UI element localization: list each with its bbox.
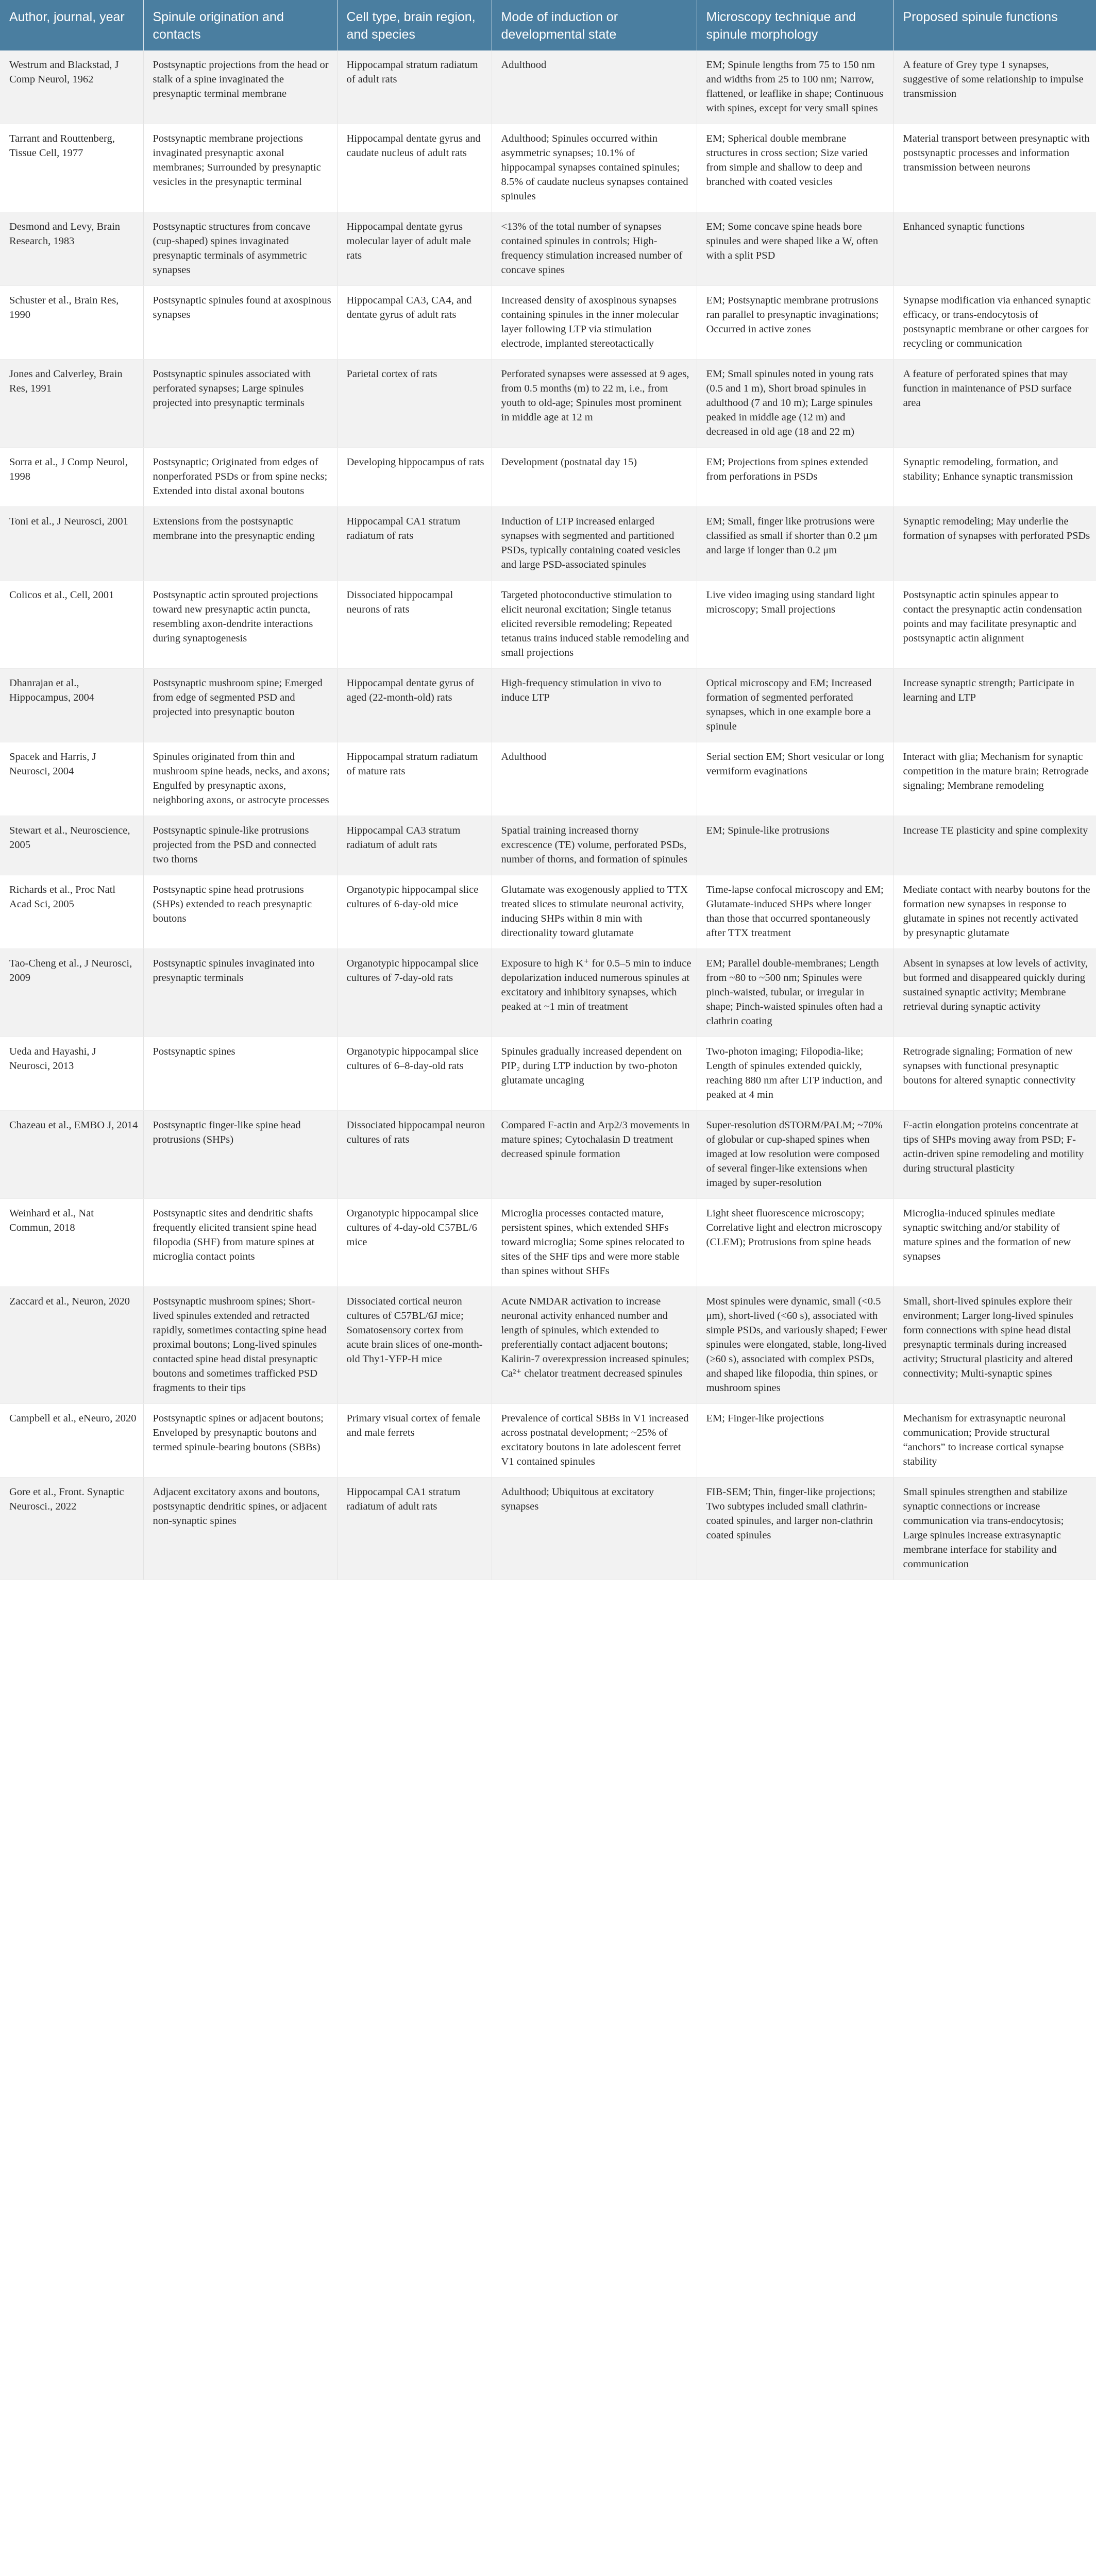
cell-cell-type: Hippocampal CA3 stratum radiatum of adult rats [337, 816, 492, 875]
cell-induction: Glutamate was exogenously applied to TTX treated slices to stimulate neuronal activity, inducing SHPs within 8 min with directionality toward glutamate [492, 875, 697, 949]
cell-author: Spacek and Harris, J Neurosci, 2004 [0, 742, 143, 816]
cell-induction: Spatial training increased thorny excrescence (TE) volume, perforated PSDs, number of thorns, and formation of spinules [492, 816, 697, 875]
cell-induction: Acute NMDAR activation to increase neuronal activity enhanced number and length of spinules, which extended to preferentially contact adjacent boutons; Kalirin-7 overexpression increased spinules; Ca²⁺ chelator treatment decreased spinules [492, 1287, 697, 1404]
table-row [0, 212, 1096, 286]
cell-cell-type: Hippocampal dentate gyrus and caudate nucleus of adult rats [337, 124, 492, 212]
cell-cell-type: Hippocampal dentate gyrus of aged (22-month-old) rats [337, 669, 492, 742]
cell-author: Tarrant and Routtenberg, Tissue Cell, 1977 [0, 124, 143, 212]
header-origination: Spinule origination and contacts [143, 0, 337, 50]
cell-origination: Postsynaptic spine head protrusions (SHPs) extended to reach presynaptic boutons [143, 875, 337, 949]
cell-microscopy: EM; Spinule-like protrusions [697, 816, 893, 875]
cell-functions: Mechanism for extrasynaptic neuronal communication; Provide structural “anchors” to increase cortical synapse stability [893, 1404, 1096, 1478]
cell-cell-type: Hippocampal CA1 stratum radiatum of adult rats [337, 1478, 492, 1580]
cell-author: Chazeau et al., EMBO J, 2014 [0, 1111, 143, 1199]
cell-microscopy: EM; Small, finger like protrusions were classified as small if shorter than 0.2 μm and large if longer than 0.2 μm [697, 507, 893, 581]
cell-functions: A feature of Grey type 1 synapses, suggestive of some relationship to impulse transmission [893, 50, 1096, 124]
header-cell-type: Cell type, brain region, and species [337, 0, 492, 50]
cell-induction: Prevalence of cortical SBBs in V1 increased across postnatal development; ~25% of excitatory boutons in late adolescent ferret V1 contained spinules [492, 1404, 697, 1478]
cell-induction: Increased density of axospinous synapses containing spinules in the inner molecular layer following LTP via stimulation electrode, implanted stereotactically [492, 286, 697, 360]
cell-origination: Postsynaptic sites and dendritic shafts frequently elicited transient spine head filopodia (SHF) from mature spines at microglia contact points [143, 1199, 337, 1287]
cell-origination: Postsynaptic actin sprouted projections toward new presynaptic actin puncta, resembling axon-dendrite interactions during synaptogenesis [143, 581, 337, 669]
cell-origination: Postsynaptic spines or adjacent boutons; Enveloped by presynaptic boutons and termed spinule-bearing boutons (SBBs) [143, 1404, 337, 1478]
cell-author: Schuster et al., Brain Res, 1990 [0, 286, 143, 360]
cell-author: Colicos et al., Cell, 2001 [0, 581, 143, 669]
cell-microscopy: EM; Projections from spines extended from perforations in PSDs [697, 448, 893, 507]
cell-microscopy: EM; Parallel double-membranes; Length from ~80 to ~500 nm; Spinules were pinch-waisted, tubular, or irregular in shape; Pinch-waisted spinules often had a clathrin coating [697, 949, 893, 1037]
header-functions: Proposed spinule functions [893, 0, 1096, 50]
cell-cell-type: Developing hippocampus of rats [337, 448, 492, 507]
cell-induction: Adulthood; Spinules occurred within asymmetric synapses; 10.1% of hippocampal synapses contained spinules; 8.5% of caudate nucleus synapses contained spinules [492, 124, 697, 212]
header-induction: Mode of induction or developmental state [492, 0, 697, 50]
cell-functions: F-actin elongation proteins concentrate at tips of SHPs moving away from PSD; F-actin-driven spine remodeling and motility during structural plasticity [893, 1111, 1096, 1199]
cell-induction: <13% of the total number of synapses contained spinules in controls; High-frequency stimulation increased number of concave spines [492, 212, 697, 286]
cell-origination: Postsynaptic structures from concave (cup-shaped) spines invaginated presynaptic terminals of asymmetric synapses [143, 212, 337, 286]
cell-author: Toni et al., J Neurosci, 2001 [0, 507, 143, 581]
cell-author: Westrum and Blackstad, J Comp Neurol, 1962 [0, 50, 143, 124]
cell-origination: Postsynaptic membrane projections invaginated presynaptic axonal membranes; Surrounded by presynaptic vesicles in the presynaptic terminal [143, 124, 337, 212]
cell-induction: Microglia processes contacted mature, persistent spines, which extended SHFs toward microglia; Some spines relocated to sites of the SHF tips and were more stable than spines without SHFs [492, 1199, 697, 1287]
cell-microscopy: EM; Spherical double membrane structures in cross section; Size varied from simple and shallow to deep and branched with coated vesicles [697, 124, 893, 212]
cell-functions: Synaptic remodeling, formation, and stability; Enhance synaptic transmission [893, 448, 1096, 507]
table-row [0, 286, 1096, 360]
cell-origination: Postsynaptic mushroom spine; Emerged from edge of segmented PSD and projected into presynaptic bouton [143, 669, 337, 742]
table-row [0, 1111, 1096, 1199]
cell-origination: Spinules originated from thin and mushroom spine heads, necks, and axons; Engulfed by presynaptic axons, neighboring axons, or astrocyte processes [143, 742, 337, 816]
table-row [0, 1404, 1096, 1478]
cell-functions: Increase TE plasticity and spine complexity [893, 816, 1096, 875]
header-row [0, 0, 1096, 50]
cell-induction: Adulthood [492, 742, 697, 816]
cell-induction: Exposure to high K⁺ for 0.5–5 min to induce depolarization induced numerous spinules at excitatory and inhibitory synapses, which peaked at ~1 min of treatment [492, 949, 697, 1037]
cell-functions: Microglia-induced spinules mediate synaptic switching and/or stability of mature spines and the formation of new synapses [893, 1199, 1096, 1287]
table-row [0, 360, 1096, 448]
cell-functions: Interact with glia; Mechanism for synaptic competition in the mature brain; Retrograde signaling; Membrane remodeling [893, 742, 1096, 816]
cell-microscopy: Optical microscopy and EM; Increased formation of segmented perforated synapses, which in one example bore a spinule [697, 669, 893, 742]
cell-functions: A feature of perforated spines that may function in maintenance of PSD surface area [893, 360, 1096, 448]
table-row [0, 1478, 1096, 1580]
cell-origination: Postsynaptic mushroom spines; Short-lived spinules extended and retracted rapidly, sometimes contacting spine head proximal boutons; Long-lived spinules contacted spine head distal presynaptic boutons and sometimes trafficked PSD fragments to their tips [143, 1287, 337, 1404]
table-row [0, 1287, 1096, 1404]
cell-author: Dhanrajan et al., Hippocampus, 2004 [0, 669, 143, 742]
cell-origination: Adjacent excitatory axons and boutons, postsynaptic dendritic spines, or adjacent non-synaptic spines [143, 1478, 337, 1580]
cell-functions: Synapse modification via enhanced synaptic efficacy, or trans-endocytosis of postsynaptic membrane or other cargoes for recycling or communication [893, 286, 1096, 360]
cell-origination: Postsynaptic; Originated from edges of nonperforated PSDs or from spine necks; Extended into distal axonal boutons [143, 448, 337, 507]
cell-microscopy: Most spinules were dynamic, small (<0.5 μm), short-lived (<60 s), associated with simple PSDs, and variously shaped; Fewer spinules were elongated, stable, long-lived (≥60 s), associated with complex PSDs, and shaped like filopodia, thin spines, or mushroom spines [697, 1287, 893, 1404]
cell-induction: High-frequency stimulation in vivo to induce LTP [492, 669, 697, 742]
table-row [0, 124, 1096, 212]
cell-induction: Development (postnatal day 15) [492, 448, 697, 507]
cell-microscopy: EM; Finger-like projections [697, 1404, 893, 1478]
cell-functions: Material transport between presynaptic with postsynaptic processes and information transmission between neurons [893, 124, 1096, 212]
table-row [0, 949, 1096, 1037]
table-body [0, 50, 1096, 1580]
cell-author: Weinhard et al., Nat Commun, 2018 [0, 1199, 143, 1287]
cell-origination: Postsynaptic spinules associated with perforated synapses; Large spinules projected into presynaptic terminals [143, 360, 337, 448]
cell-induction: Targeted photoconductive stimulation to elicit neuronal excitation; Single tetanus elicited reversible remodeling; Repeated tetanus trains induced stable remodeling and small projections [492, 581, 697, 669]
cell-cell-type: Hippocampal CA3, CA4, and dentate gyrus of adult rats [337, 286, 492, 360]
cell-microscopy: Light sheet fluorescence microscopy; Correlative light and electron microscopy (CLEM); Protrusions from spine heads [697, 1199, 893, 1287]
cell-author: Zaccard et al., Neuron, 2020 [0, 1287, 143, 1404]
cell-induction: Compared F-actin and Arp2/3 movements in mature spines; Cytochalasin D treatment decreased spinule formation [492, 1111, 697, 1199]
cell-microscopy: EM; Small spinules noted in young rats (0.5 and 1 m), Short broad spinules in adulthood (7 and 10 m); Large spinules peaked in middle age (12 m) and decreased in old age (18 and 22 m) [697, 360, 893, 448]
cell-author: Ueda and Hayashi, J Neurosci, 2013 [0, 1037, 143, 1111]
cell-origination: Postsynaptic projections from the head or stalk of a spine invaginated the presynaptic terminal membrane [143, 50, 337, 124]
table-row [0, 581, 1096, 669]
table-row [0, 816, 1096, 875]
cell-origination: Postsynaptic finger-like spine head protrusions (SHPs) [143, 1111, 337, 1199]
table-row [0, 448, 1096, 507]
table-header [0, 0, 1096, 50]
cell-functions: Absent in synapses at low levels of activity, but formed and disappeared quickly during sustained synaptic activity; Membrane retrieval during synaptic activity [893, 949, 1096, 1037]
cell-microscopy: Time-lapse confocal microscopy and EM; Glutamate-induced SHPs where longer than those that occurred spontaneously after TTX treatment [697, 875, 893, 949]
header-author: Author, journal, year [0, 0, 143, 50]
table-row [0, 669, 1096, 742]
table-row [0, 1037, 1096, 1111]
cell-functions: Synaptic remodeling; May underlie the formation of synapses with perforated PSDs [893, 507, 1096, 581]
table-row [0, 50, 1096, 124]
cell-origination: Postsynaptic spinule-like protrusions projected from the PSD and connected two thorns [143, 816, 337, 875]
cell-cell-type: Hippocampal stratum radiatum of mature rats [337, 742, 492, 816]
cell-induction: Spinules gradually increased dependent on PIP₂ during LTP induction by two-photon glutamate uncaging [492, 1037, 697, 1111]
cell-induction: Induction of LTP increased enlarged synapses with segmented and partitioned PSDs, typically containing coated vesicles and large PSD-associated spinules [492, 507, 697, 581]
cell-author: Jones and Calverley, Brain Res, 1991 [0, 360, 143, 448]
cell-functions: Small spinules strengthen and stabilize synaptic connections or increase communication via trans-endocytosis; Large spinules increase extrasynaptic membrane interface for stability and communication [893, 1478, 1096, 1580]
table-row [0, 875, 1096, 949]
cell-author: Desmond and Levy, Brain Research, 1983 [0, 212, 143, 286]
cell-cell-type: Dissociated hippocampal neuron cultures of rats [337, 1111, 492, 1199]
cell-functions: Mediate contact with nearby boutons for the formation new synapses in response to glutamate in spines not recently activated by presynaptic glutamate [893, 875, 1096, 949]
cell-microscopy: Two-photon imaging; Filopodia-like; Length of spinules extended quickly, reaching 880 nm after LTP induction, and peaked at 4 min [697, 1037, 893, 1111]
cell-origination: Postsynaptic spinules invaginated into presynaptic terminals [143, 949, 337, 1037]
cell-cell-type: Dissociated hippocampal neurons of rats [337, 581, 492, 669]
cell-cell-type: Dissociated cortical neuron cultures of C57BL/6J mice; Somatosensory cortex from acute brain slices of one-month-old Thy1-YFP-H mice [337, 1287, 492, 1404]
cell-functions: Postsynaptic actin spinules appear to contact the presynaptic actin condensation points and may facilitate presynaptic and postsynaptic actin alignment [893, 581, 1096, 669]
table-row [0, 742, 1096, 816]
cell-author: Gore et al., Front. Synaptic Neurosci., 2022 [0, 1478, 143, 1580]
cell-functions: Increase synaptic strength; Participate in learning and LTP [893, 669, 1096, 742]
header-microscopy: Microscopy technique and spinule morphology [697, 0, 893, 50]
cell-microscopy: EM; Postsynaptic membrane protrusions ran parallel to presynaptic invaginations; Occurred in active zones [697, 286, 893, 360]
cell-microscopy: EM; Spinule lengths from 75 to 150 nm and widths from 25 to 100 nm; Narrow, flattened, or leaflike in shape; Continuous with spines, except for very small spines [697, 50, 893, 124]
cell-cell-type: Organotypic hippocampal slice cultures of 7-day-old rats [337, 949, 492, 1037]
cell-author: Tao-Cheng et al., J Neurosci, 2009 [0, 949, 143, 1037]
cell-author: Richards et al., Proc Natl Acad Sci, 2005 [0, 875, 143, 949]
cell-cell-type: Hippocampal stratum radiatum of adult rats [337, 50, 492, 124]
table-row [0, 507, 1096, 581]
cell-induction: Perforated synapses were assessed at 9 ages, from 0.5 months (m) to 22 m, i.e., from youth to old-age; Spinules most prominent in middle age at 12 m [492, 360, 697, 448]
cell-microscopy: EM; Some concave spine heads bore spinules and were shaped like a W, often with a split PSD [697, 212, 893, 286]
cell-author: Campbell et al., eNeuro, 2020 [0, 1404, 143, 1478]
cell-microscopy: Serial section EM; Short vesicular or long vermiform evaginations [697, 742, 893, 816]
cell-microscopy: Super-resolution dSTORM/PALM; ~70% of globular or cup-shaped spines when imaged at low resolution were composed of several finger-like extensions when imaged by super-resolution [697, 1111, 893, 1199]
cell-functions: Retrograde signaling; Formation of new synapses with functional presynaptic boutons for altered synaptic connectivity [893, 1037, 1096, 1111]
cell-cell-type: Organotypic hippocampal slice cultures of 6-day-old mice [337, 875, 492, 949]
cell-origination: Postsynaptic spinules found at axospinous synapses [143, 286, 337, 360]
cell-microscopy: FIB-SEM; Thin, finger-like projections; Two subtypes included small clathrin-coated spinules, and larger non-clathrin coated spinules [697, 1478, 893, 1580]
cell-author: Stewart et al., Neuroscience, 2005 [0, 816, 143, 875]
cell-cell-type: Hippocampal CA1 stratum radiatum of rats [337, 507, 492, 581]
cell-author: Sorra et al., J Comp Neurol, 1998 [0, 448, 143, 507]
cell-cell-type: Organotypic hippocampal slice cultures of 4-day-old C57BL/6 mice [337, 1199, 492, 1287]
cell-cell-type: Hippocampal dentate gyrus molecular layer of adult male rats [337, 212, 492, 286]
cell-functions: Enhanced synaptic functions [893, 212, 1096, 286]
table-row [0, 1199, 1096, 1287]
cell-cell-type: Primary visual cortex of female and male ferrets [337, 1404, 492, 1478]
cell-origination: Postsynaptic spines [143, 1037, 337, 1111]
cell-microscopy: Live video imaging using standard light microscopy; Small projections [697, 581, 893, 669]
cell-functions: Small, short-lived spinules explore their environment; Larger long-lived spinules form connections with spine head distal presynaptic terminals during increased activity; Structural plasticity and altered connectivity; Multi-synaptic spines [893, 1287, 1096, 1404]
cell-cell-type: Organotypic hippocampal slice cultures of 6–8-day-old rats [337, 1037, 492, 1111]
cell-cell-type: Parietal cortex of rats [337, 360, 492, 448]
cell-origination: Extensions from the postsynaptic membrane into the presynaptic ending [143, 507, 337, 581]
cell-induction: Adulthood [492, 50, 697, 124]
cell-induction: Adulthood; Ubiquitous at excitatory synapses [492, 1478, 697, 1580]
